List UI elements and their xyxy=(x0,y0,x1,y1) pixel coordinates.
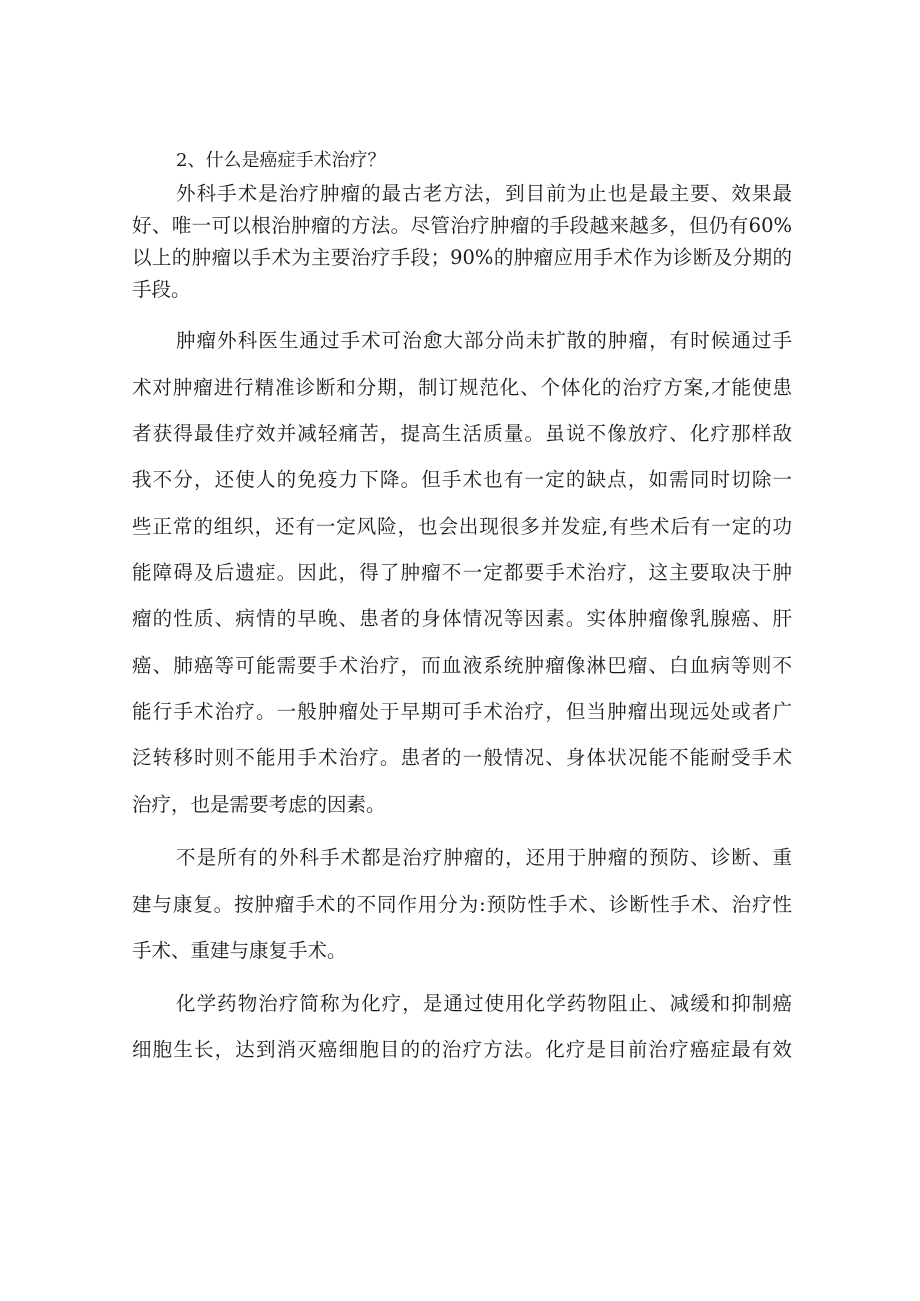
paragraph-1-line-4: 手段。 xyxy=(132,278,191,301)
paragraph-4-line-2: 细胞生长，达到消灭癌细胞目的的治疗方法。化疗是目前治疗癌症最有效 xyxy=(132,1038,792,1061)
paragraph-1-line-3: 以上的肿瘤以手术为主要治疗手段；90%的肿瘤应用手术作为诊断及分期的 xyxy=(132,246,792,269)
paragraph-2-line-8: 癌、肺癌等可能需要手术治疗，而血液系统肿瘤像淋巴瘤、白血病等则不 xyxy=(132,654,792,677)
paragraph-4-line-1: 化学药物治疗简称为化疗，是通过使用化学药物阻止、减缓和抑制癌 xyxy=(176,992,792,1015)
paragraph-2-line-1: 肿瘤外科医生通过手术可治愈大部分尚未扩散的肿瘤，有时候通过手 xyxy=(176,329,792,352)
section-heading: 2、什么是癌症手术治疗？ xyxy=(176,150,386,171)
paragraph-2-line-4: 我不分，还使人的免疫力下降。但手术也有一定的缺点，如需同时切除一 xyxy=(132,468,792,491)
paragraph-2-line-9: 能行手术治疗。一般肿瘤处于早期可手术治疗，但当肿瘤出现远处或者广 xyxy=(132,700,792,723)
paragraph-2-line-5: 些正常的组织，还有一定风险，也会出现很多并发症,有些术后有一定的功 xyxy=(132,515,792,538)
paragraph-1-line-1: 外科手术是治疗肿瘤的最古老方法，到目前为止也是最主要、效果最 xyxy=(176,182,792,205)
paragraph-2-line-2: 术对肿瘤进行精准诊断和分期，制订规范化、个体化的治疗方案,才能使患 xyxy=(132,376,792,399)
paragraph-3-line-3: 手术、重建与康复手术。 xyxy=(132,939,347,962)
paragraph-2-line-11: 治疗，也是需要考虑的因素。 xyxy=(132,793,386,816)
paragraph-2-line-10: 泛转移时则不能用手术治疗。患者的一般情况、身体状况能不能耐受手术 xyxy=(132,746,792,769)
paragraph-2-line-7: 瘤的性质、病情的早晚、患者的身体情况等因素。实体肿瘤像乳腺癌、肝 xyxy=(132,607,792,630)
paragraph-2-line-3: 者获得最佳疗效并减轻痛苦，提高生活质量。虽说不像放疗、化疗那样敌 xyxy=(132,422,792,445)
paragraph-3-line-2: 建与康复。按肿瘤手术的不同作用分为:预防性手术、诊断性手术、治疗性 xyxy=(132,893,792,916)
paragraph-3-line-1: 不是所有的外科手术都是治疗肿瘤的，还用于肿瘤的预防、诊断、重 xyxy=(176,846,792,869)
paragraph-2-line-6: 能障碍及后遗症。因此，得了肿瘤不一定都要手术治疗，这主要取决于肿 xyxy=(132,561,792,584)
paragraph-1-line-2: 好、唯一可以根治肿瘤的方法。尽管治疗肿瘤的手段越来越多，但仍有60% xyxy=(132,214,792,237)
